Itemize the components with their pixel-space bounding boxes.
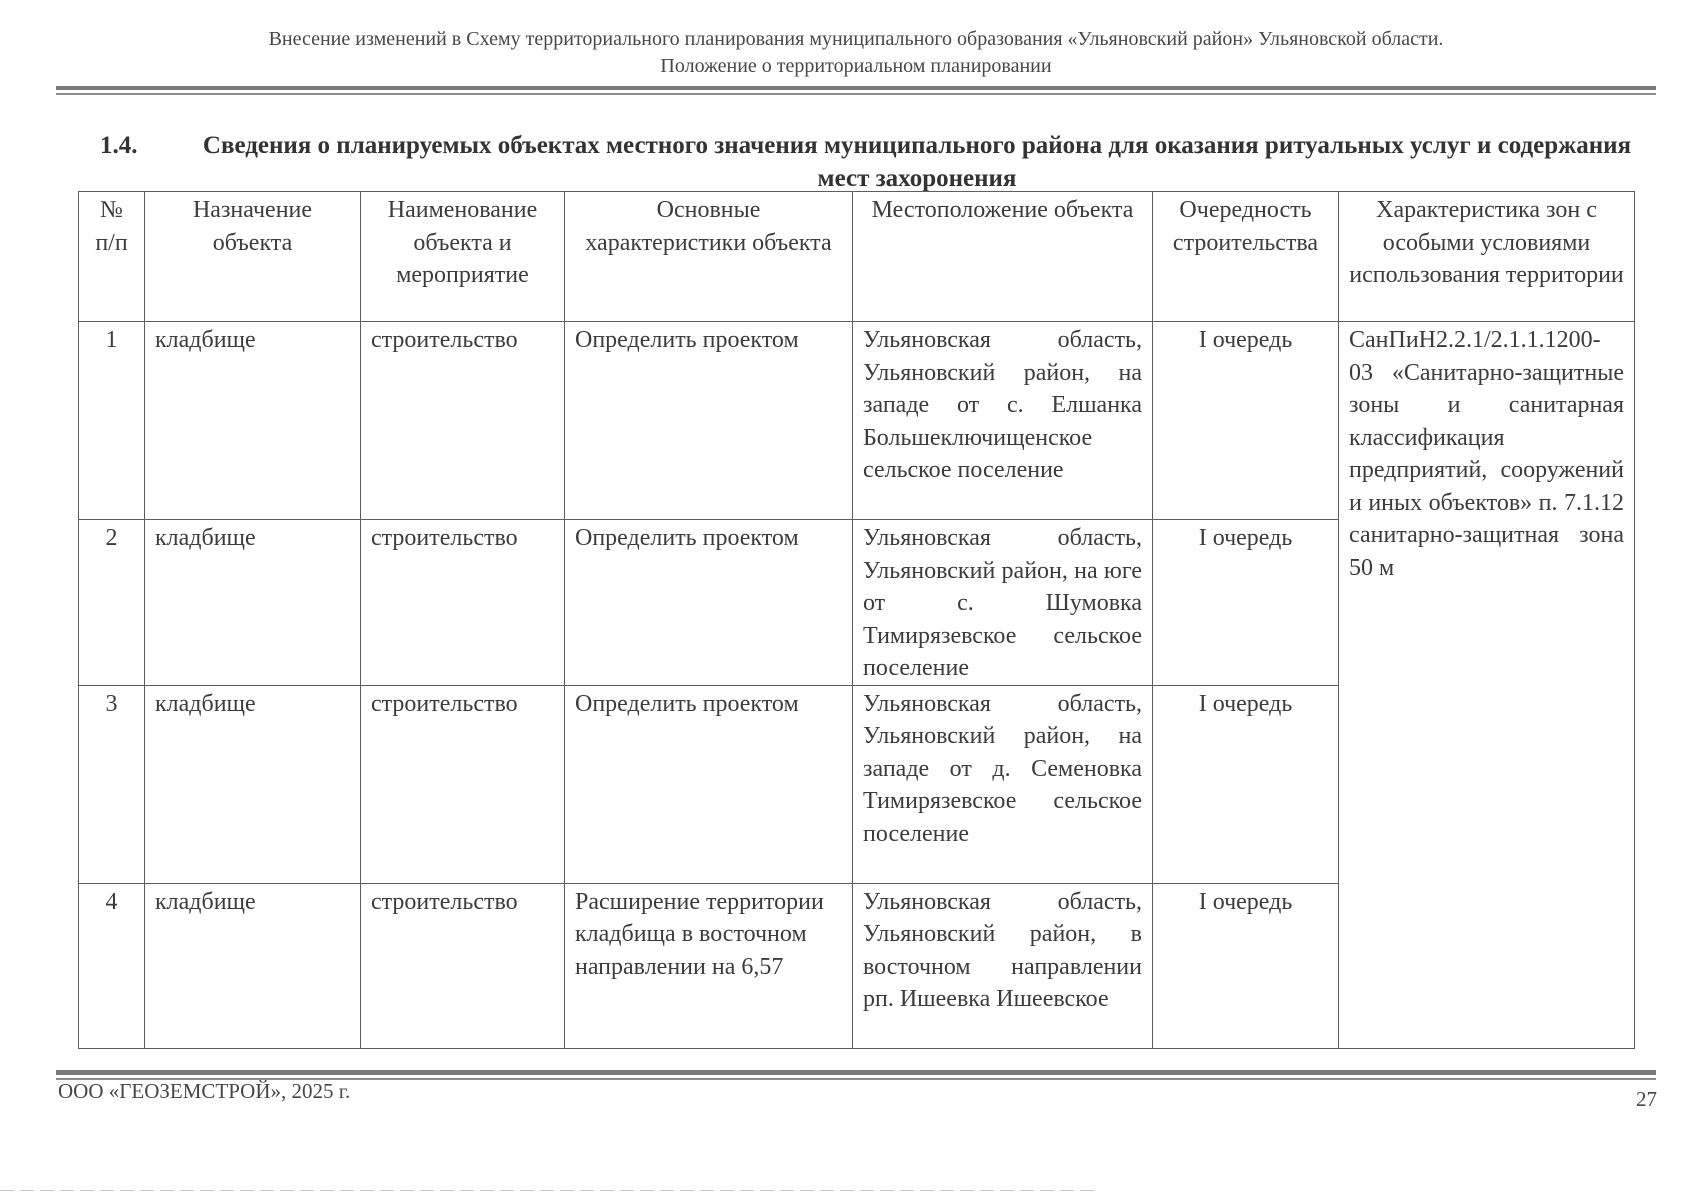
- cell-location: [853, 883, 1153, 1048]
- cell-zone-characteristics: СанПиН2.2.1/2.1.1.1200-03 «Санитарно-защитные зоны и санитарная классификация предприятий, сооружений и иных объектов» п. 7.1.12 санитарно-защитная зона 50 м: [1339, 322, 1635, 1049]
- planned-objects-table: [78, 191, 1635, 1049]
- cell-number: 4: [79, 883, 145, 1048]
- cell-location: Ульяновская область, Ульяновский район, на западе от д. Семеновка Тимирязевское сельское поселение: [853, 685, 1153, 883]
- cell-name: строительство: [361, 520, 565, 686]
- cell-number: 2: [79, 520, 145, 686]
- header-cell-name: Наименование объекта и мероприятие: [361, 192, 565, 322]
- scan-edge-line: [0, 1190, 1100, 1191]
- cell-number: 1: [79, 322, 145, 520]
- header-cell-zones: Характеристика зон с особыми условиями использования территории: [1339, 192, 1635, 322]
- footer-company: ООО «ГЕОЗЕМСТРОЙ», 2025 г.: [58, 1079, 351, 1103]
- location-text: Ульяновская область, Ульяновский район, в восточном направлении рп. Ишеевка Ишеевское: [863, 888, 1142, 1012]
- cell-location: Ульяновская область, Ульяновский район, на юге от с. Шумовка Тимирязевское сельское поселение: [853, 520, 1153, 686]
- section-title: Сведения о планируемых объектах местного значения муниципального района для оказания ритуальных услуг и содержания мест захоронения: [202, 132, 1632, 192]
- cell-purpose: кладбище: [145, 322, 361, 520]
- cell-order: I очередь: [1153, 883, 1339, 1048]
- header-line-2: Положение о территориальном планировании: [660, 55, 1052, 77]
- header-cell-order: Очередность строительства: [1153, 192, 1339, 322]
- cell-name: строительство: [361, 685, 565, 883]
- cell-purpose: кладбище: [145, 883, 361, 1048]
- cell-name: строительство: [361, 883, 565, 1048]
- cell-characteristics: Определить проектом: [565, 685, 853, 883]
- table-row: [79, 322, 1635, 520]
- header-rule-thin: [56, 93, 1656, 95]
- cell-name: строительство: [361, 322, 565, 520]
- characteristics-text: Расширение территории кладбища в восточном направлении на 6,57: [575, 888, 824, 980]
- cell-purpose: кладбище: [145, 520, 361, 686]
- header-rule-thick: [56, 86, 1656, 90]
- cell-location: Ульяновская область, Ульяновский район, на западе от с. Елшанка Большеключищенское сельское поселение: [853, 322, 1153, 520]
- page-number: 27: [1636, 1087, 1657, 1111]
- cell-order: I очередь: [1153, 685, 1339, 883]
- cell-number: 3: [79, 685, 145, 883]
- section-number: 1.4.: [100, 132, 138, 159]
- table-header-row: [79, 192, 1635, 322]
- header-cell-purpose: Назначение объекта: [145, 192, 361, 322]
- cell-purpose: кладбище: [145, 685, 361, 883]
- cell-characteristics: Определить проектом: [565, 520, 853, 686]
- cell-order: I очередь: [1153, 520, 1339, 686]
- header-cell-location: Местоположение объекта: [853, 192, 1153, 322]
- header-line-1: Внесение изменений в Схему территориального планирования муниципального образования «Ульяновский район» Ульяновской области.: [268, 28, 1444, 50]
- header-cell-number: № п/п: [79, 192, 145, 322]
- cell-characteristics: [565, 883, 853, 1048]
- cell-characteristics: Определить проектом: [565, 322, 853, 520]
- page-header: [56, 26, 1656, 80]
- header-cell-characteristics: Основные характеристики объекта: [565, 192, 853, 322]
- cell-order: I очередь: [1153, 322, 1339, 520]
- section-heading: [100, 129, 1656, 195]
- footer-rule-thick: [56, 1070, 1656, 1075]
